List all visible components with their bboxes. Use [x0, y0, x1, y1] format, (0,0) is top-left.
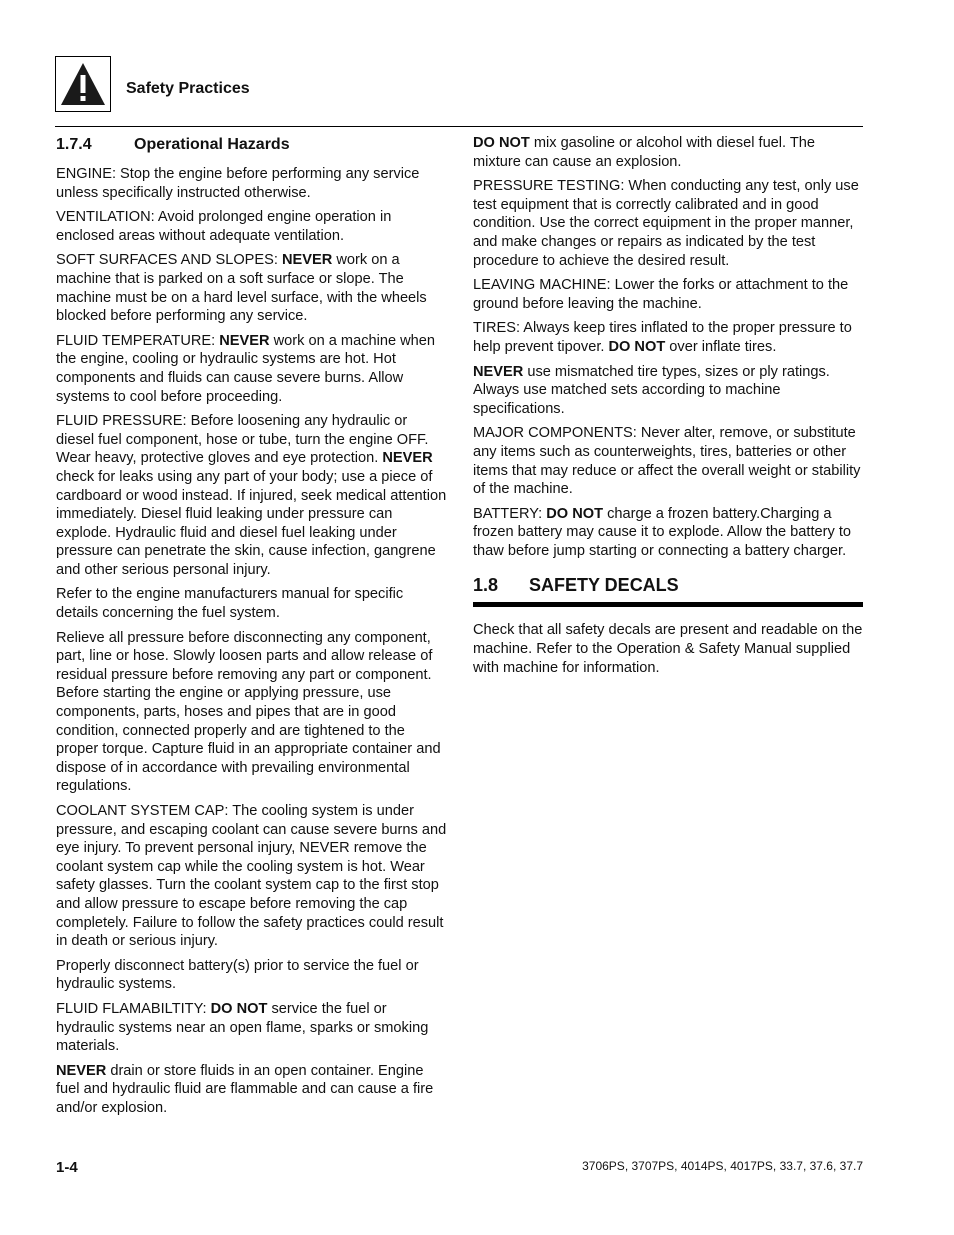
- paragraph-disconnect-battery: Properly disconnect battery(s) prior to service the fuel or hydraulic systems.: [56, 957, 419, 993]
- paragraph-fluid-temperature: FLUID TEMPERATURE: NEVER work on a machine when the engine, cooling or hydraulic systems are hot. Hot components and fluids can cause severe burns. Allow systems to cool before proceeding.: [56, 332, 436, 405]
- paragraph-safety-decals: Check that all safety decals are present and readable on the machine. Refer to the Operation & Safety Manual supplied with machine for information.: [473, 622, 863, 676]
- left-column: [56, 134, 448, 1124]
- section-heading-safety-decals: [473, 574, 863, 607]
- paragraph-engine-manual: Refer to the engine manufacturers manual for specific details concerning the fuel system.: [56, 586, 404, 622]
- paragraph-soft-surfaces: SOFT SURFACES AND SLOPES: NEVER work on a machine that is parked on a soft surface or slope. The machine must be on a hard level surface, with the wheels blocked before performing any service.: [56, 252, 427, 325]
- model-list: 3706PS, 3707PS, 4014PS, 4017PS, 33.7, 37.6, 37.7: [582, 1159, 863, 1173]
- right-column: [473, 134, 865, 683]
- paragraph-battery: BATTERY: DO NOT charge a frozen battery.Charging a frozen battery may cause it to explode. Allow the battery to thaw before jump starting or connecting a battery charger.: [473, 505, 852, 559]
- header-title: Safety Practices: [126, 80, 250, 97]
- warning-triangle-icon: [59, 61, 107, 107]
- page-header: [55, 56, 863, 127]
- paragraph-ventilation: VENTILATION: Avoid prolonged engine operation in enclosed areas without adequate ventilation.: [56, 209, 392, 244]
- section-number: 1.8: [473, 575, 499, 596]
- paragraph-fluid-flammability: FLUID FLAMABILTITY: DO NOT service the fuel or hydraulic systems near an open flame, sparks or smoking materials.: [56, 1000, 429, 1055]
- paragraph-relieve-pressure: Relieve all pressure before disconnecting any component, part, line or hose. Slowly loosen parts and allow release of residual pressure before removing any part or component. Before starting the engine or applying pressure, use components, parts, hoses and pipes that are in good condition, connected properly and are tightened to the proper torque. Capture fluid in an appropriate container and dispose of in accordance with prevailing environmental regulations.: [56, 629, 441, 795]
- paragraph-tires: TIRES: Always keep tires inflated to the proper pressure to help prevent tipover. DO NOT over inflate tires.: [473, 320, 852, 355]
- paragraph-open-container: NEVER drain or store fluids in an open container. Engine fuel and hydraulic fluid are flammable and can cause a fire and/or explosion.: [56, 1062, 434, 1116]
- paragraph-gasoline: DO NOT mix gasoline or alcohol with diesel fuel. The mixture can cause an explosion.: [473, 135, 816, 170]
- paragraph-engine: ENGINE: Stop the engine before performing any service unless specifically instructed otherwise.: [56, 166, 420, 201]
- section-title: SAFETY DECALS: [529, 575, 679, 596]
- warning-badge: [55, 56, 111, 112]
- paragraph-mismatched-tires: NEVER use mismatched tire types, sizes or ply ratings. Always use matched sets according to machine specifications.: [473, 363, 830, 417]
- paragraph-coolant-cap: COOLANT SYSTEM CAP: The cooling system is under pressure, and escaping coolant can cause severe burns and eye injury. To prevent personal injury, NEVER remove the coolant system cap while the cooling system is hot. Wear safety glasses. Turn the coolant system cap to the first stop and allow pressure to escape before removing the cap completely. Failure to follow the safety practices could result in death or serious injury.: [56, 803, 447, 950]
- paragraph-leaving-machine: LEAVING MACHINE: Lower the forks or attachment to the ground before leaving the machine.: [473, 277, 849, 312]
- paragraph-pressure-testing: PRESSURE TESTING: When conducting any test, only use test equipment that is correctly calibrated and in good condition. Use the correct equipment in the proper manner, and make changes or repairs as indicated by the test procedure to achieve the desired result.: [473, 178, 859, 269]
- page-number: 1-4: [56, 1159, 78, 1176]
- paragraph-fluid-pressure: FLUID PRESSURE: Before loosening any hydraulic or diesel fuel component, hose or tube, turn the engine OFF. Wear heavy, protective gloves and eye protection. NEVER check for leaks using any part of your body; use a piece of cardboard or wood instead. If injured, seek medical attention immediately. Diesel fluid leaking under pressure can explode. Hydraulic fluid and diesel fuel leaking under pressure can penetrate the skin, cause infection, gangrene and other serious personal injury.: [56, 413, 447, 578]
- section-heading-operational-hazards: [56, 134, 448, 156]
- section-number: 1.7.4: [56, 136, 92, 153]
- section-title: Operational Hazards: [134, 136, 290, 153]
- paragraph-major-components: MAJOR COMPONENTS: Never alter, remove, or substitute any items such as counterweights, tires, batteries or other items that may reduce or affect the overall weight or stability of the machine.: [473, 425, 861, 498]
